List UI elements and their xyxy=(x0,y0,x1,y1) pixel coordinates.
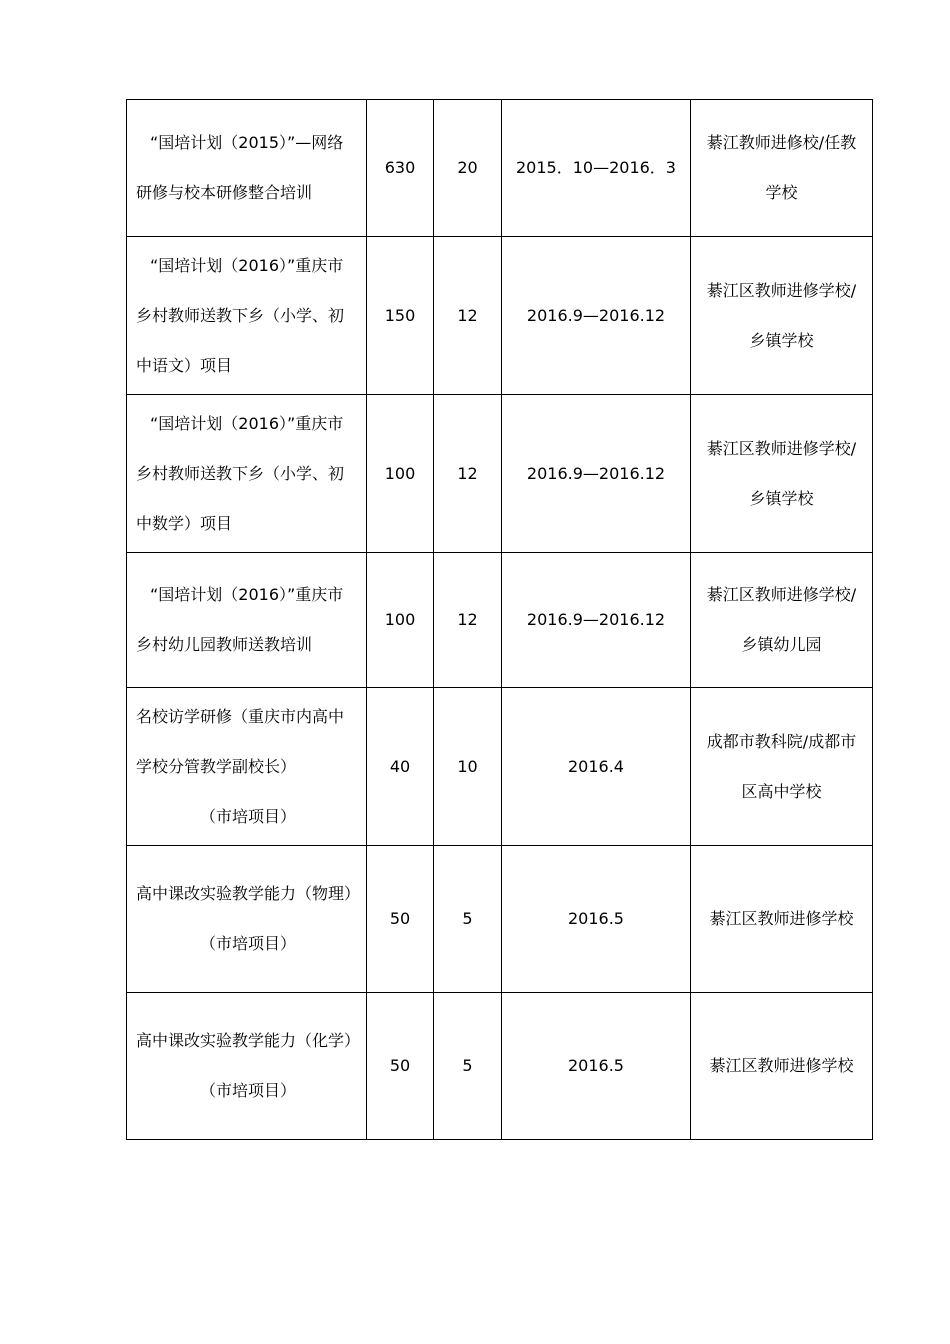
project-name-cell xyxy=(127,846,367,993)
training-days-cell: 5 xyxy=(434,993,502,1140)
institution-line: 綦江教师进修校/任教 xyxy=(706,133,857,152)
training-days-cell: 12 xyxy=(434,237,502,395)
participant-count-cell: 100 xyxy=(367,395,434,553)
project-name-cell xyxy=(127,688,367,846)
table-row xyxy=(127,100,873,237)
table-row xyxy=(127,237,873,395)
training-days-cell: 10 xyxy=(434,688,502,846)
training-period-cell: 2016.9—2016.12 xyxy=(502,237,691,395)
training-period-cell: 2016.5 xyxy=(502,993,691,1140)
training-period-cell: 2016.5 xyxy=(502,846,691,993)
training-days-cell: 5 xyxy=(434,846,502,993)
project-name-line: 乡村幼儿园教师送教培训 xyxy=(136,635,313,654)
participant-count-cell: 50 xyxy=(367,846,434,993)
project-name-cell xyxy=(127,395,367,553)
institution-cell xyxy=(691,395,873,553)
institution-line: 綦江区教师进修学校/ xyxy=(706,585,857,604)
institution-line: 学校 xyxy=(765,183,798,202)
training-period-cell: 2016.9—2016.12 xyxy=(502,553,691,688)
project-name-line: 名校访学研修（重庆市内高中 xyxy=(136,706,345,726)
project-name-line: 研修与校本研修整合培训 xyxy=(136,183,313,202)
participant-count-cell: 630 xyxy=(367,100,434,237)
training-period-cell: 2016.4 xyxy=(502,688,691,846)
table-row xyxy=(127,846,873,993)
institution-cell xyxy=(691,846,873,993)
project-name-line: “国培计划（2015）”—网络 xyxy=(150,133,344,152)
project-name-line: （市培项目） xyxy=(199,934,296,953)
training-period-cell: 2016.9—2016.12 xyxy=(502,395,691,553)
project-name-line: 中语文）项目 xyxy=(136,355,233,375)
institution-cell xyxy=(691,100,873,237)
project-name-line: 中数学）项目 xyxy=(136,513,233,533)
project-name-line: 乡村教师送教下乡（小学、初 xyxy=(136,305,345,325)
project-name-line: “国培计划（2016）”重庆市 xyxy=(150,585,344,604)
project-name-line: “国培计划（2016）”重庆市 xyxy=(150,255,344,275)
institution-line: 乡镇幼儿园 xyxy=(741,635,822,654)
project-name-line: 乡村教师送教下乡（小学、初 xyxy=(136,463,345,483)
participant-count-cell: 40 xyxy=(367,688,434,846)
institution-line: 乡镇学校 xyxy=(749,488,814,508)
institution-line: 綦江区教师进修学校/ xyxy=(706,280,857,300)
participant-count-cell: 100 xyxy=(367,553,434,688)
institution-line: 綦江区教师进修学校 xyxy=(709,1056,854,1075)
project-name-cell xyxy=(127,993,367,1140)
project-name-line: （市培项目） xyxy=(199,806,296,826)
training-days-cell: 12 xyxy=(434,553,502,688)
project-name-cell xyxy=(127,237,367,395)
institution-line: 綦江区教师进修学校 xyxy=(709,909,854,928)
project-name-line: “国培计划（2016）”重庆市 xyxy=(150,413,344,433)
institution-cell xyxy=(691,237,873,395)
participant-count-cell: 150 xyxy=(367,237,434,395)
institution-line: 区高中学校 xyxy=(741,781,822,801)
training-table xyxy=(126,99,873,1140)
project-name-line: 学校分管教学副校长） xyxy=(136,756,297,776)
project-name-cell xyxy=(127,100,367,237)
project-name-cell xyxy=(127,553,367,688)
participant-count-cell: 50 xyxy=(367,993,434,1140)
training-days-cell: 20 xyxy=(434,100,502,237)
project-name-line: 高中课改实验教学能力（化学） xyxy=(136,1031,361,1050)
institution-line: 綦江区教师进修学校/ xyxy=(706,438,857,458)
table-row xyxy=(127,993,873,1140)
project-name-line: 高中课改实验教学能力（物理） xyxy=(136,884,361,903)
institution-cell xyxy=(691,993,873,1140)
institution-line: 成都市教科院/成都市 xyxy=(706,731,857,751)
institution-line: 乡镇学校 xyxy=(749,330,814,350)
table-row xyxy=(127,553,873,688)
training-period-cell: 2015．10—2016．3 xyxy=(502,100,691,237)
table-row xyxy=(127,395,873,553)
institution-cell xyxy=(691,688,873,846)
training-days-cell: 12 xyxy=(434,395,502,553)
table-row xyxy=(127,688,873,846)
project-name-line: （市培项目） xyxy=(199,1081,296,1100)
institution-cell xyxy=(691,553,873,688)
